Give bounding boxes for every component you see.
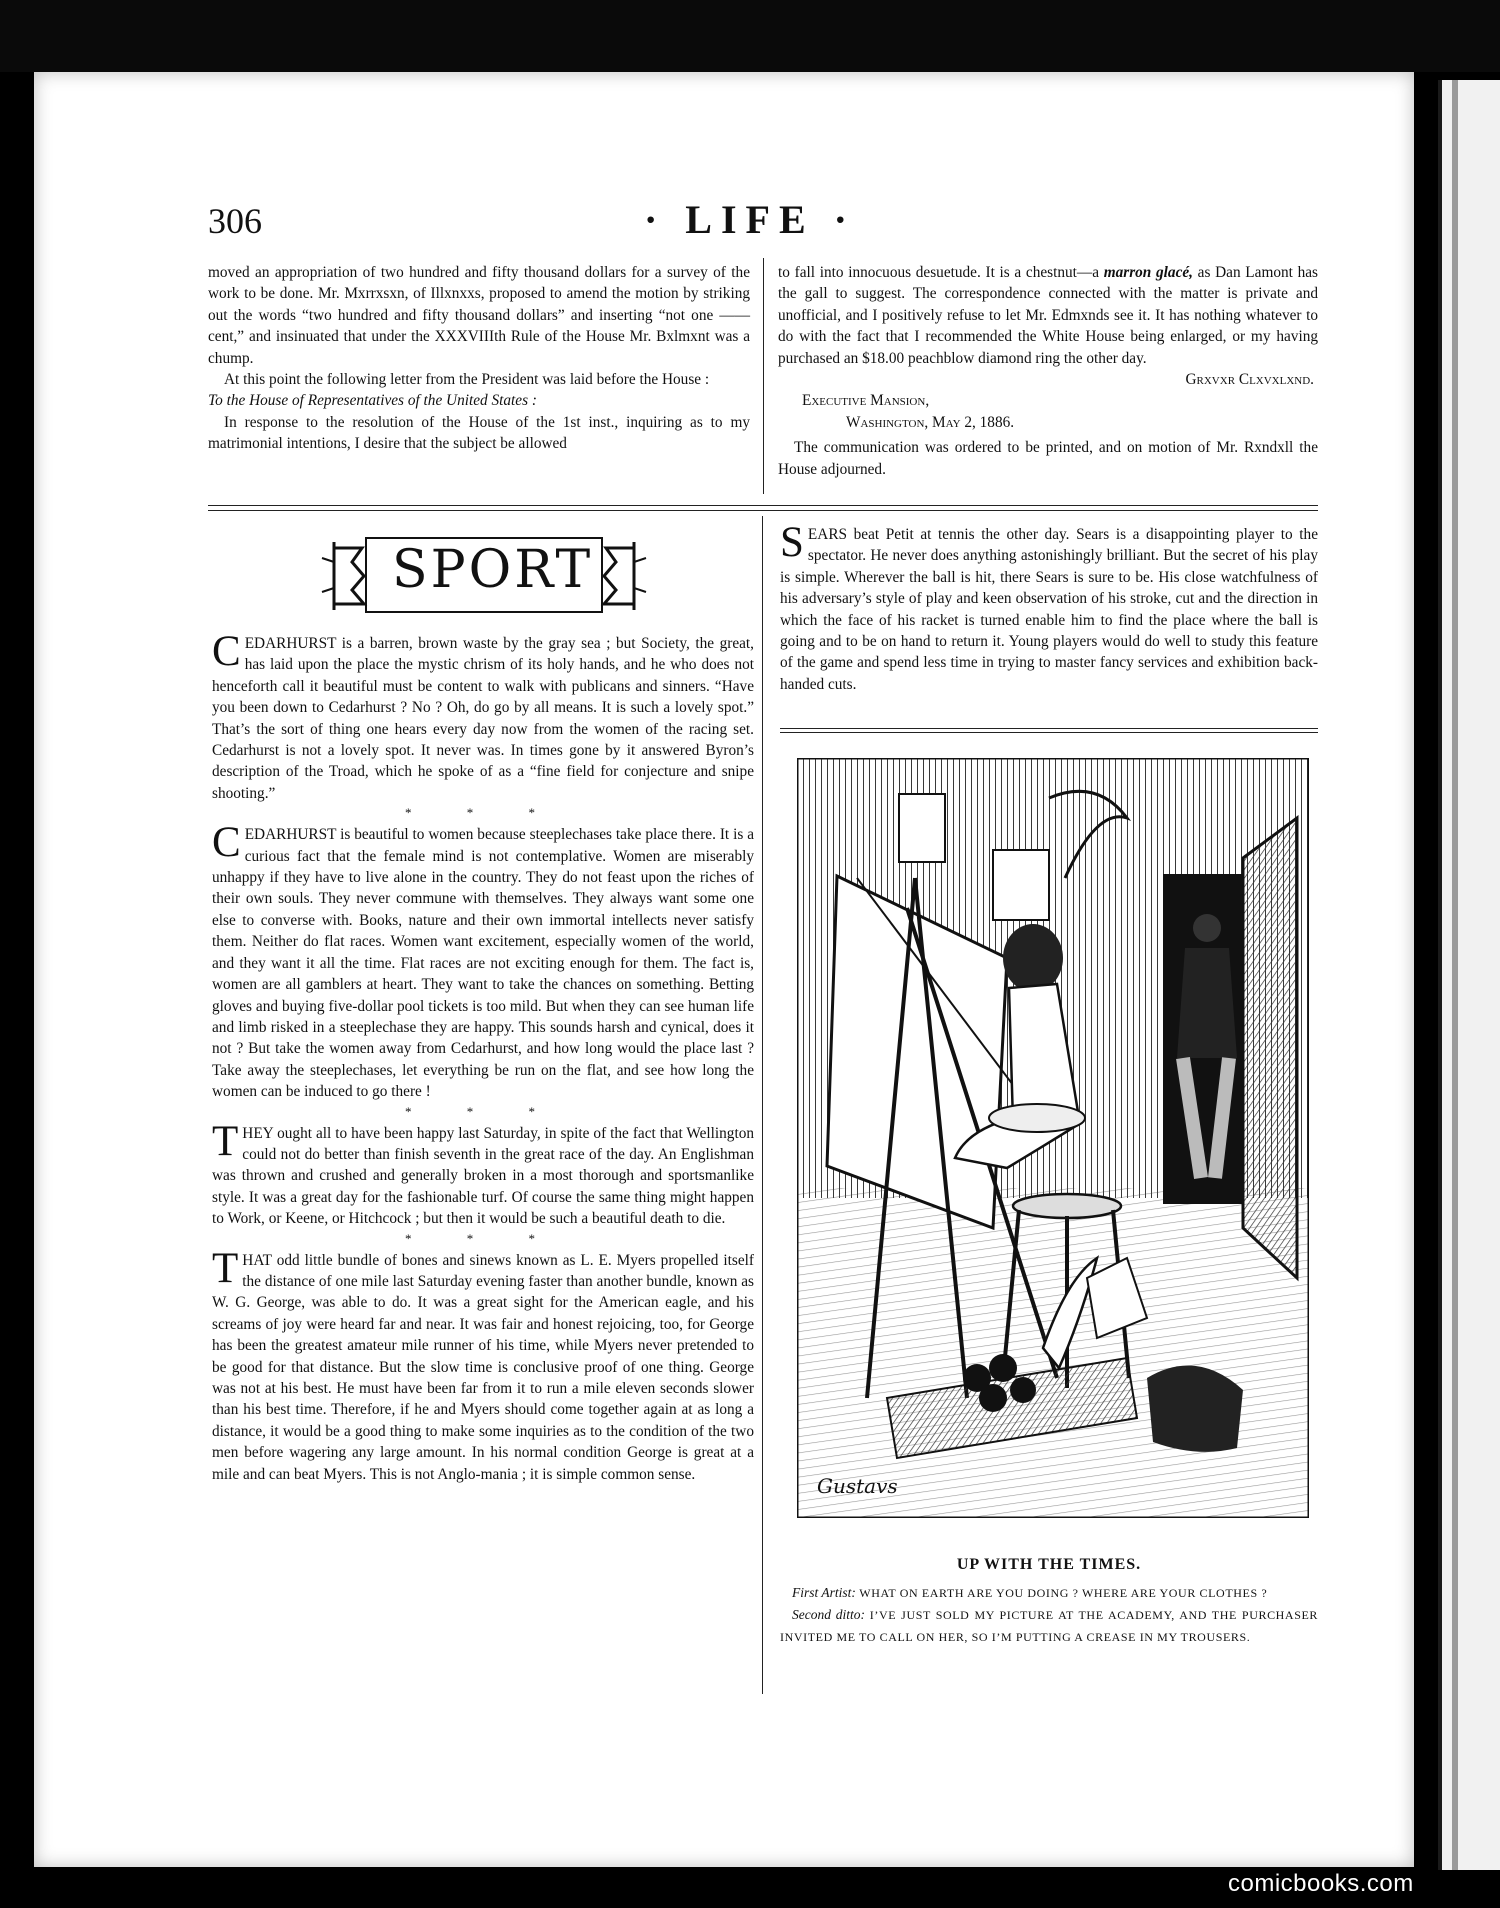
caption-line: First Artist: WHAT ON EARTH ARE YOU DOING ? WHERE ARE YOUR CLOTHES ?	[792, 1585, 1268, 1600]
column-rule	[763, 258, 764, 494]
watermark: comicbooks.com	[1228, 1870, 1414, 1897]
drop-cap: T	[212, 1117, 239, 1165]
congress-column-right	[778, 262, 1318, 480]
column-rule	[762, 516, 763, 1694]
section-asterisks: * * *	[405, 805, 561, 821]
caption-line: Second ditto: I’VE JUST SOLD MY PICTURE AT THE ACADEMY, AND THE PURCHASER INVITED ME TO CALL ON HER, SO I’M PUTTING A CREASE IN MY TROUSERS.	[780, 1607, 1319, 1644]
sport-heading: SPORT	[392, 540, 594, 600]
letter-salutation: To the House of Representatives of the United States :	[208, 392, 537, 410]
cartoon-illustration	[797, 758, 1309, 1518]
dateline: Executive Mansion,	[802, 392, 930, 410]
masthead-title: · LIFE ·	[643, 197, 857, 242]
paragraph: THAT odd little bundle of bones and sinews known as L. E. Myers propelled itself the distance of one mile last Saturday evening faster than another bundle, known as W. G. George, was able to do. It was a great sight for the American eagle, and his screams of joy were heard far and near. It was fair and honest rejoicing, too, for George has been the greatest amateur mile runner of his time, while Myers never pretended to be good for that distance. But the slow time is conclusive proof of one thing. George was not at his best. He must have been far from it to run a mile eleven seconds slower than his best time. Therefore, if he and Myers should come together again at as long a distance, it would be a good thing to make some inquiries as to the condition of the two men before wagering any large amount. In his normal condition George is great at a mile and can beat Myers. This is not Anglo-mania ; it is simple common sense.	[212, 1244, 754, 1483]
paragraph: At this point the following letter from the President was laid before the House :	[224, 371, 710, 389]
page-number: 306	[208, 201, 262, 241]
section-divider	[208, 505, 1318, 511]
section-divider	[780, 728, 1318, 733]
adjacent-page-edge	[1438, 80, 1500, 1870]
drop-cap: S	[780, 519, 804, 566]
page-spine	[1452, 80, 1458, 1870]
drop-cap: C	[212, 628, 241, 675]
dateline: Washington, May 2, 1886.	[846, 413, 1015, 431]
scan-border	[0, 0, 1500, 72]
section-asterisks: * * *	[405, 1230, 561, 1246]
paragraph: CEDARHURST is beautiful to women because steeplechases take place there. It is a curious fact that the female mind is not contemplative. Women are miserably unhappy if they have to live alone in the country. They do not feast upon the riches of their own souls. They never commune with themselves. They always want some one else to converse with. Books, nature and their own immortal intellects never satisfy them. Neither do flat races. Women want excitement, especially women of the world, and they want it all the time. Flat races are not exciting enough for them. The fact is, women are all gamblers at heart. They want to take the chances on something. Betting gloves and buying five-dollar pool tickets is too mild. But when they can see human life and limb risked in a steeplechase they are happy. This sounds harsh and cynical, does it not ? But take the women away from Cedarhurst, and how long would the place last ? Take away the steeplechases, let everything be run on the flat, and see how long the women can be induced to go there !	[212, 819, 754, 1101]
drop-cap: C	[212, 819, 241, 867]
paragraph: CEDARHURST is a barren, brown waste by the gray sea ; but Society, the great, has laid upon the place the mystic chrism of its holy hands, and he who does not henceforth call it beautiful must be content to walk with publicans and sinners. “Have you been down to Cedarhurst ? No ? Oh, do go by all means. It is such a lovely spot.” That’s the sort of thing one hears every day now from the women of the racing set. Cedarhurst is not a lovely spot. It never was. In times gone by it answered Byron’s description of the Troad, which he spoke of as a “fine field for conjecture and snipe shooting.”	[212, 628, 754, 802]
paragraph: In response to the resolution of the House of the 1st inst., inquiring as to my matrimonial intentions, I desire that the subject be allowed	[208, 413, 750, 453]
paragraph: The communication was ordered to be printed, and on motion of Mr. Rxndxll the House adjourned.	[778, 439, 1318, 478]
paragraph: THEY ought all to have been happy last Saturday, in spite of the fact that Wellington could not do better than finish seventh in the great race of the day. An Englishman was thrown and crushed and generally broken in a most thorough and sportsmanlike style. It was a great day for the fashionable turf. Of course the same thing might happen to Work, or Keene, or Hitchcock ; but then it would be such a beautiful death to die.	[212, 1117, 754, 1228]
sport-column-left	[212, 628, 754, 1485]
cartoon-caption	[780, 1582, 1318, 1648]
section-asterisks: * * *	[405, 1103, 561, 1119]
paragraph: to fall into innocuous desuetude. It is a chestnut—a marron glacé, as Dan Lamont has the gall to suggest. The correspondence connected with the matter is private and unofficial, and I positively refuse to let Mr. Edmxnds see it. It has nothing whatever to do with the fact that I recommended the White House being enlarged, or my having purchased an $18.00 peachblow diamond ring the other day.	[778, 264, 1318, 367]
sport-column-right	[780, 519, 1318, 695]
paragraph: SEARS beat Petit at tennis the other day. Sears is a disappointing player to the spectator. He never does anything astonishingly brilliant. But the secret of his play is simple. Wherever the ball is hit, there Sears is sure to be. His close watchfulness of his adversary’s style of play and keen observation of his stroke, cut and the direction in which the face of his racket is turned enable him to find the place where the ball is going and to be on hand to return it. Young players would do well to study this feature of the game and spend less time in trying to master fancy services and exhibition back-handed cuts.	[780, 519, 1318, 693]
congress-column-left	[208, 262, 750, 455]
signature: Grxvxr Clxvxlxnd.	[1185, 371, 1314, 389]
cartoon-title: UP WITH THE TIMES.	[956, 1556, 1142, 1573]
cartoon-signature: Gustavs	[817, 1474, 898, 1498]
drop-cap: T	[212, 1244, 239, 1292]
paragraph: moved an appropriation of two hundred and fifty thousand dollars for a survey of the work to be done. Mr. Mxrrxsxn, of Illxnxxs, proposed to amend the motion by striking out the words “two hundred and fifty thousand dollars” and inserting “not one —— cent,” and insinuated that under the XXXVIIIth Rule of the House Mr. Bxlmxnt was a chump.	[208, 264, 750, 367]
